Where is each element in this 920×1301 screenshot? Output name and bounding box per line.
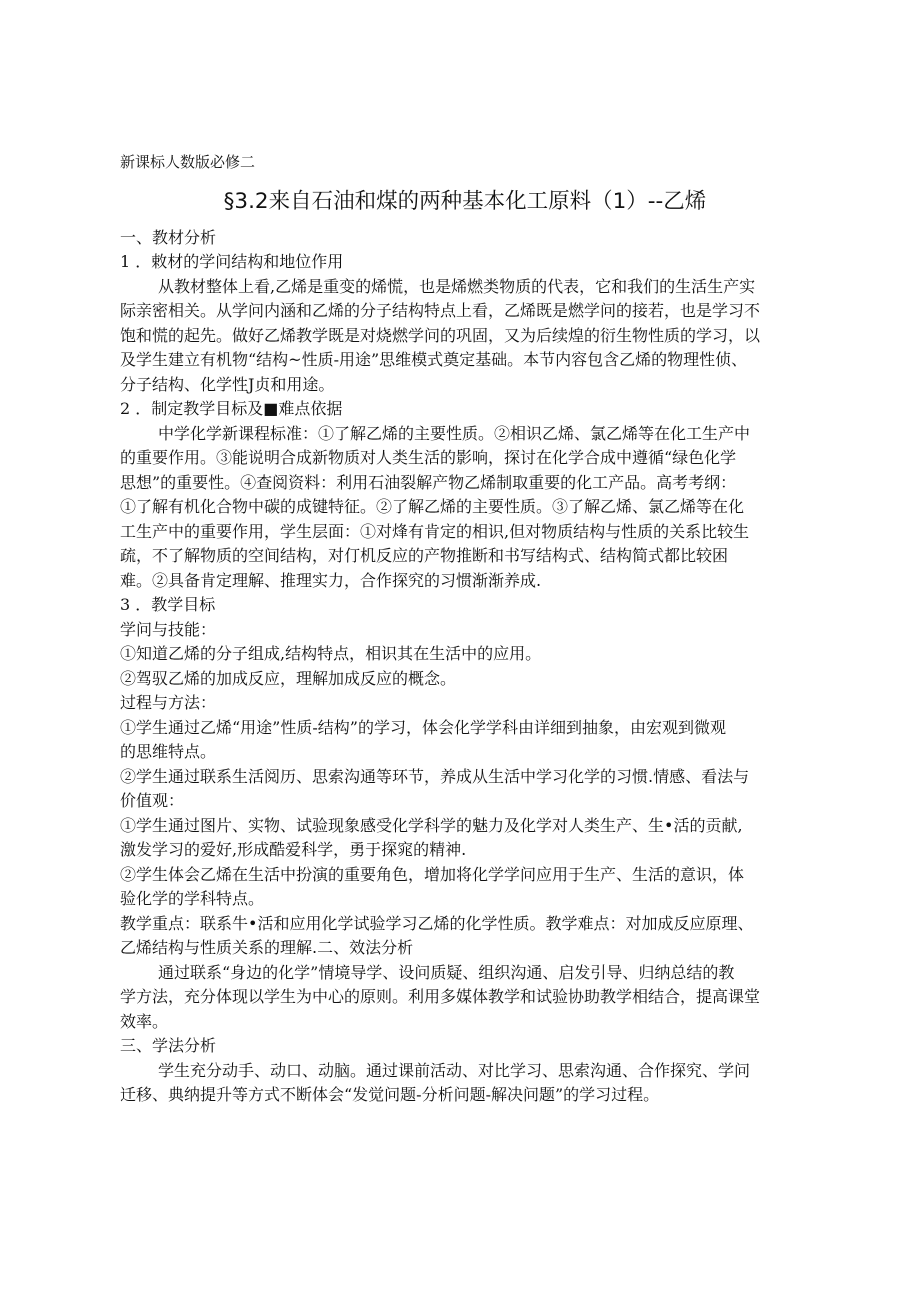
text-line: ②学生体会乙烯在生活中扮演的重要角色，增加将化学学问应用于生产、生活的意识，体 xyxy=(120,864,745,884)
text-line: 从教材整体上看,乙烯是重变的烯慌，也是烯燃类物质的代表，它和我们的生活生产实 xyxy=(158,276,756,296)
text-line: 三、学法分析 xyxy=(120,1036,217,1055)
text-line: 效率。 xyxy=(120,1011,169,1031)
text-line: 迁移、典纳提升等方式不断体会“发觉问题-分析问题-解决问题”的学习过程。 xyxy=(120,1085,660,1104)
text-line: 分子结构、化学性J贞和用途。 xyxy=(120,374,335,394)
document-subtitle: 新课标人数版必修二 xyxy=(120,153,256,171)
text-line: ②驾驭乙烯的加成反应，理解加成反应的概念。 xyxy=(120,668,457,688)
document-body xyxy=(120,226,800,1108)
text-line: 通过联系“身边的化学”情境导学、设问质疑、组织沟通、启发引导、归纳总结的教 xyxy=(158,962,735,982)
document-page xyxy=(120,150,800,1108)
text-line: 过程与方法： xyxy=(120,693,217,712)
text-line: 教学重点：联系牛•活和应用化学试验学习乙烯的化学性质。教学难点：对加成反应原理、 xyxy=(120,913,754,933)
text-line: 中学化学新课程标准：①了解乙烯的主要性质。②相识乙烯、氯乙烯等在化工生产中 xyxy=(158,423,751,443)
text-line: 工生产中的重要作用，学生层面：①对烽有肯定的相识,但对物质结构与性质的关系比较生 xyxy=(120,521,750,541)
text-line: ①了解有机化合物中碳的成键特征。②了解乙烯的主要性质。③了解乙烯、氯乙烯等在化 xyxy=(120,497,745,516)
text-line: 价值观： xyxy=(120,791,185,810)
text-line: 饱和慌的起先。做好乙烯教学既是对烧燃学问的巩固，又为后续煌的衍生物性质的学习，以 xyxy=(120,325,761,345)
document-title: §3.2来自石油和煤的两种基本化工原料（1）--乙烯 xyxy=(223,188,707,214)
text-line: 1 ．敕材的学问结构和地位作用 xyxy=(120,252,344,271)
text-line: 及学生建立有机物“结构~性质-用途”思维模式奠定基础。本节内容包含乙烯的物理性侦、 xyxy=(120,350,748,369)
text-line: 难。②具备肯定理解、推理实力，合作探究的习惯渐渐养成. xyxy=(120,570,542,590)
text-line: ①学生通过图片、实物、试验现象感受化学科学的魅力及化学对人类生产、生•活的贡献, xyxy=(120,815,743,835)
text-line: ①知道乙烯的分子组成,结构特点，相识其在生活中的应用。 xyxy=(120,644,542,663)
text-line: 学问与技能： xyxy=(120,619,217,639)
text-line: ①学生通过乙烯“用途”性质-结构”的学习，体会化学学科由详细到抽象，由宏观到微观 xyxy=(120,717,726,737)
text-line: 学生充分动手、动口、动脑。通过课前活动、对比学习、思索沟通、合作探究、学问 xyxy=(158,1060,751,1080)
text-line: 激发学习的爱好,形成酷爱科学，勇于探窕的精神. xyxy=(120,840,467,859)
text-line: ②学生通过联系生活阅历、思索沟通等环节，养成从生活中学习化学的习惯.情感、看法与 xyxy=(120,766,750,786)
text-line: 思想”的重要性。④查阅资料：利用石油裂解产物乙烯制取重要的化工产品。高考考纲： xyxy=(120,472,737,492)
text-line: 2 ．制定教学目标及■难点依据 xyxy=(120,399,343,418)
text-line: 乙烯结构与性质关系的理解.二、效法分析 xyxy=(120,938,414,957)
text-line: 学方法，充分体现以学生为中心的原则。利用多媒体教学和试验协助教学相结合，提高课堂 xyxy=(120,987,761,1006)
text-line: 一、教材分析 xyxy=(120,227,217,247)
text-line: 际亲密相关。从学问内涵和乙烯的分子结构特点上看，乙烯既是燃学问的接若，也是学习不 xyxy=(120,301,761,320)
text-line: 的重要作用。③能说明合成新物质对人类生活的影响，探讨在化学合成中遵循“绿色化学 xyxy=(120,448,737,467)
text-line: 验化学的学科特点。 xyxy=(120,889,265,908)
text-line: 的思维特点。 xyxy=(120,742,217,761)
text-line: 3 ．教学目标 xyxy=(120,595,216,614)
text-line: 疏，不了解物质的空间结构，对仃机反应的产物推断和书写结构式、结构简式都比较困 xyxy=(120,546,729,565)
